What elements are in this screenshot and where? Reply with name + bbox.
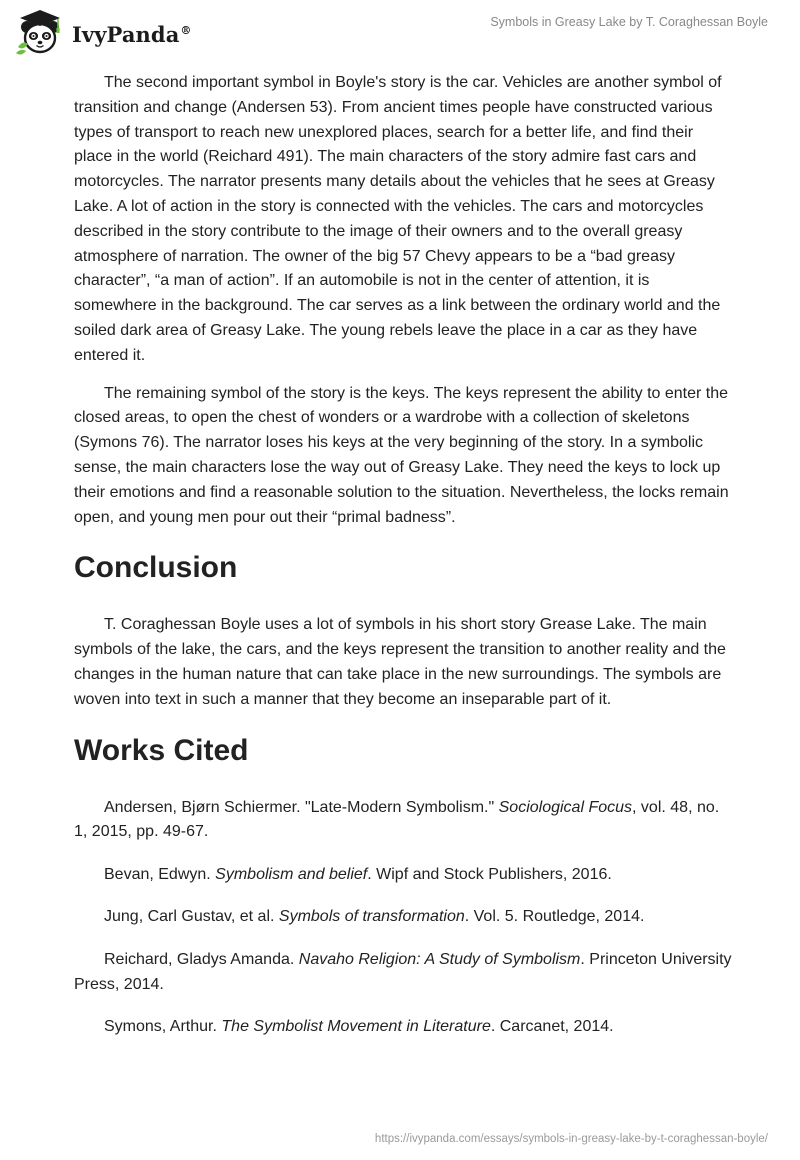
conclusion-paragraph: T. Coraghessan Boyle uses a lot of symbols in his short story Grease Lake. The main symbols of the lake, the cars, and the keys represent the transition to another reality and the changes in the human nature that can take place in the new surroundings. The symbols are woven into text in such a manner that they become an inseparable part of it. <box>74 616 726 708</box>
citation-entry: Reichard, Gladys Amanda. Navaho Religion: A Study of Symbolism. Princeton University Press, 2014. <box>74 950 732 993</box>
logo-wordmark: IvyPanda® <box>72 21 192 47</box>
citation-entry: Andersen, Bjørn Schiermer. "Late-Modern Symbolism." Sociological Focus, vol. 48, no. 1, 2015, pp. 49-67. <box>74 798 720 841</box>
citation-entry: Jung, Carl Gustav, et al. Symbols of transformation. Vol. 5. Routledge, 2014. <box>104 908 645 926</box>
citation-entry: Bevan, Edwyn. Symbolism and belief. Wipf and Stock Publishers, 2016. <box>104 865 612 883</box>
essay-content <box>74 71 734 1058</box>
document-title: Symbols in Greasy Lake by T. Coraghessan Boyle <box>490 15 768 29</box>
panda-graduate-icon <box>14 7 66 57</box>
conclusion-heading: Conclusion <box>74 551 238 585</box>
citation-entry: Symons, Arthur. The Symbolist Movement in Literature. Carcanet, 2014. <box>104 1018 614 1036</box>
ivypanda-logo[interactable] <box>14 7 192 57</box>
page-header <box>0 0 800 62</box>
body-paragraph: The remaining symbol of the story is the keys. The keys represent the ability to enter the closed areas, to open the chest of wonders or a wardrobe with a collection of skeletons (Symons 76). The narrator loses his keys at the very beginning of the story. In a symbolic sense, the main characters lose the way out of Greasy Lake. They need the keys to lock up their emotions and find a reasonable solution to the situation. Nevertheless, the locks remain open, and young men pour out their “primal badness”. <box>74 384 729 526</box>
works-cited-heading: Works Cited <box>74 733 249 767</box>
source-url-link[interactable]: https://ivypanda.com/essays/symbols-in-greasy-lake-by-t-coraghessan-boyle/ <box>374 1133 768 1145</box>
body-paragraph: The second important symbol in Boyle's story is the car. Vehicles are another symbol of transition and change (Andersen 53). From ancient times people have constructed various types of transport to reach new unexplored places, search for a better life, and find their place in the world (Reichard 491). The main characters of the story admire fast cars and motorcycles. The narrator presents many details about the vehicles that he sees at Greasy Lake. A lot of action in the story is connected with the vehicles. The cars and motorcycles described in the story contribute to the image of their owners and to the overall greasy atmosphere of narration. The owner of the big 57 Chevy appears to be a “bad greasy character”, “a man of action”. If an automobile is not in the center of attention, it is somewhere in the background. The car serves as a link between the ordinary world and the soiled dark area of Greasy Lake. The young rebels leave the place in a car as they have entered it. <box>74 74 722 364</box>
